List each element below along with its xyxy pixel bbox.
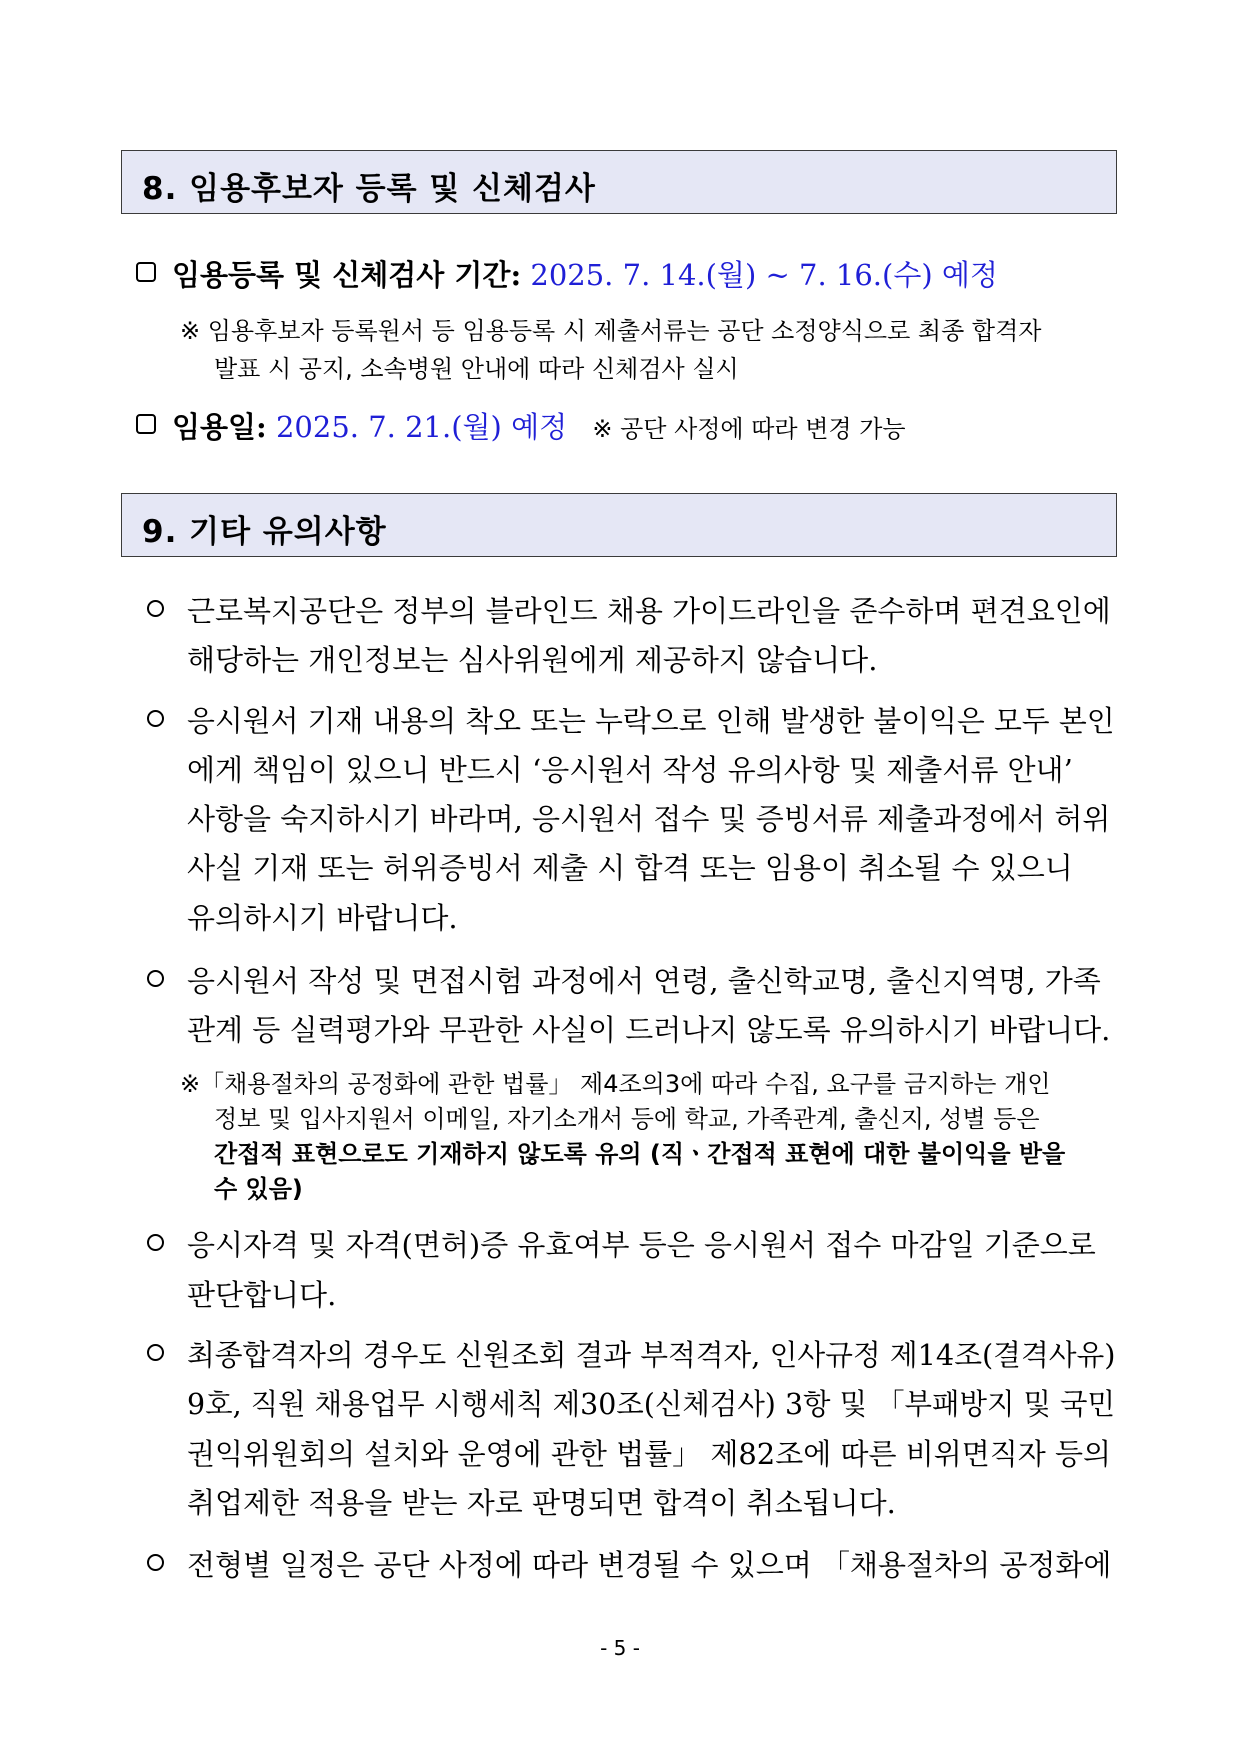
notice-item-1-line-1: 근로복지공단은 정부의 블라인드 채용 가이드라인을 준수하며 편견요인에 bbox=[187, 594, 1111, 628]
notice-item-2-line-1: 응시원서 기재 내용의 착오 또는 누락으로 인해 발생한 불이익은 모두 본인 bbox=[187, 704, 1115, 738]
privacy-note-line-1: ※「채용절차의 공정화에 관한 법률」 제4조의3에 따라 수집, 요구를 금지하는 개인 bbox=[180, 1070, 1051, 1098]
registration-note-line-2: 발표 시 공지, 소속병원 안내에 따라 신체검사 실시 bbox=[214, 355, 739, 383]
notice-item-1-line-2: 해당하는 개인정보는 심사위원에게 제공하지 않습니다. bbox=[187, 643, 878, 677]
circle-bullet-icon bbox=[147, 1554, 164, 1571]
appointment-date-note: ※ 공단 사정에 따라 변경 가능 bbox=[592, 415, 906, 443]
notice-item-4-line-2: 판단합니다. bbox=[187, 1278, 337, 1312]
registration-period-line bbox=[172, 253, 998, 294]
appointment-date-line bbox=[172, 405, 906, 446]
notice-item-5-line-4: 취업제한 적용을 받는 자로 판명되면 합격이 취소됩니다. bbox=[187, 1486, 896, 1520]
notice-item-2-line-4: 사실 기재 또는 허위증빙서 제출 시 합격 또는 임용이 취소될 수 있으니 bbox=[187, 851, 1073, 885]
circle-bullet-icon bbox=[147, 1344, 164, 1361]
section-9-header bbox=[121, 493, 1117, 557]
page-number: - 5 - bbox=[600, 1636, 640, 1660]
registration-period-label: 임용등록 및 신체검사 기간: bbox=[172, 258, 522, 292]
notice-item-2-line-3: 사항을 숙지하시기 바라며, 응시원서 접수 및 증빙서류 제출과정에서 허위 bbox=[187, 802, 1111, 836]
section-9-title: 9. 기타 유의사항 bbox=[142, 514, 387, 550]
notice-item-3-line-2: 관계 등 실력평가와 무관한 사실이 드러나지 않도록 유의하시기 바랍니다. bbox=[187, 1013, 1111, 1047]
privacy-note-line-2: 정보 및 입사지원서 이메일, 자기소개서 등에 학교, 가족관계, 출신지, 성별 등은 bbox=[214, 1105, 1040, 1133]
checkbox-icon bbox=[136, 414, 156, 434]
circle-bullet-icon bbox=[147, 600, 164, 617]
notice-item-3-line-1: 응시원서 작성 및 면접시험 과정에서 연령, 출신학교명, 출신지역명, 가족 bbox=[187, 964, 1101, 998]
notice-item-5-line-2: 9호, 직원 채용업무 시행세칙 제30조(신체검사) 3항 및 「부패방지 및 국민 bbox=[187, 1387, 1116, 1421]
circle-bullet-icon bbox=[147, 710, 164, 727]
registration-period-value: 2025. 7. 14.(월) ~ 7. 16.(수) 예정 bbox=[530, 258, 998, 292]
privacy-note-line-3: 간접적 표현으로도 기재하지 않도록 유의 (직ㆍ간접적 표현에 대한 불이익을 받을 bbox=[214, 1140, 1066, 1168]
registration-note-line-1: ※ 임용후보자 등록원서 등 임용등록 시 제출서류는 공단 소정양식으로 최종 합격자 bbox=[180, 317, 1042, 345]
notice-item-2-line-5: 유의하시기 바랍니다. bbox=[187, 901, 458, 935]
notice-item-5-line-3: 권익위원회의 설치와 운영에 관한 법률」 제82조에 따른 비위면직자 등의 bbox=[187, 1437, 1112, 1471]
appointment-date-value: 2025. 7. 21.(월) 예정 bbox=[275, 410, 568, 444]
notice-item-4-line-1: 응시자격 및 자격(면허)증 유효여부 등은 응시원서 접수 마감일 기준으로 bbox=[187, 1228, 1096, 1262]
appointment-date-label: 임용일: bbox=[172, 410, 267, 444]
checkbox-icon bbox=[136, 262, 156, 282]
privacy-note-line-4: 수 있음) bbox=[214, 1175, 303, 1203]
notice-item-5-line-1: 최종합격자의 경우도 신원조회 결과 부적격자, 인사규정 제14조(결격사유) bbox=[187, 1338, 1116, 1372]
section-8-header bbox=[121, 150, 1117, 214]
circle-bullet-icon bbox=[147, 1234, 164, 1251]
notice-item-2-line-2: 에게 책임이 있으니 반드시 ‘응시원서 작성 유의사항 및 제출서류 안내’ bbox=[187, 753, 1073, 787]
notice-item-6-line-1: 전형별 일정은 공단 사정에 따라 변경될 수 있으며 「채용절차의 공정화에 bbox=[187, 1548, 1112, 1582]
circle-bullet-icon bbox=[147, 970, 164, 987]
section-8-title: 8. 임용후보자 등록 및 신체검사 bbox=[142, 171, 596, 207]
